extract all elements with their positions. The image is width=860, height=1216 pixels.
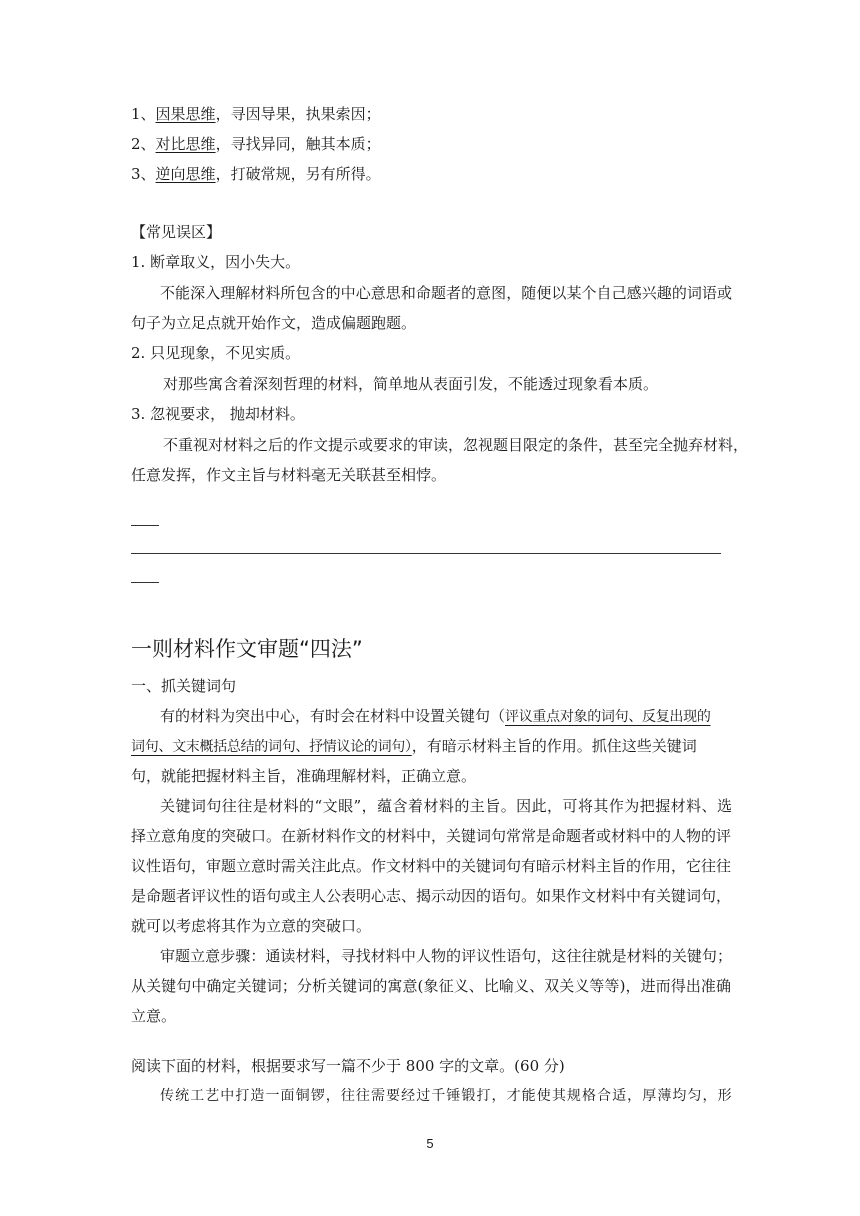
paragraph-line: 议性语句，审题立意时需关注此点。作文材料中的关键词句有暗示材料主旨的作用，它往往 <box>131 857 732 875</box>
separator-rule <box>131 582 159 583</box>
writing-task: 阅读下面的材料，根据要求写一篇不少于 800 字的文章。(60 分) <box>131 1057 565 1075</box>
thinking-item-1: 1、因果思维，寻因导果，执果索因； <box>131 105 381 123</box>
separator-rule <box>131 525 159 526</box>
mistake-heading-1: 1. 断章取义，因小失大。 <box>131 253 301 271</box>
paragraph-line: 择立意角度的突破口。在新材料作文的材料中，关键词句常常是命题者或材料中的人物的评 <box>131 827 732 845</box>
paragraph-line: 是命题者评议性的语句或主人公表明心志、揭示动因的语句。如果作文材料中有关键词句， <box>131 887 732 905</box>
mistake-text: 任意发挥，作文主旨与材料毫无关联甚至相悖。 <box>131 466 447 484</box>
paragraph-line: 句，就能把握材料主旨，准确理解材料，正确立意。 <box>131 767 477 785</box>
section-subtitle: 一、抓关键词句 <box>131 677 237 695</box>
paragraph-line: 立意。 <box>131 1007 177 1025</box>
thinking-item-3: 3、逆向思维，打破常规，另有所得。 <box>131 165 381 183</box>
mistakes-title: 【常见误区】 <box>131 223 222 241</box>
mistake-heading-2: 2. 只见现象，不见实质。 <box>131 344 301 362</box>
material-text: 传统工艺中打造一面铜锣，往往需要经过千锤锻打，才能使其规格合适，厚薄均匀，形 <box>160 1088 732 1104</box>
mistake-text: 对那些寓含着深刻哲理的材料，简单地从表面引发，不能透过现象看本质。 <box>163 375 659 393</box>
paragraph-line: 就可以考虑将其作为立意的突破口。 <box>131 917 372 935</box>
paragraph-line: 有的材料为突出中心，有时会在材料中设置关键句（评议重点对象的词句、反复出现的 <box>160 707 711 725</box>
thinking-item-2: 2、对比思维，寻找异同，触其本质； <box>131 135 381 153</box>
paragraph-line: 从关键句中确定关键词；分析关键词的寓意(象征义、比喻义、双关义等等)，进而得出准确 <box>131 977 731 995</box>
paragraph-line: 词句、文末概括总结的词句、抒情议论的词句），有暗示材料主旨的作用。抓住这些关键词 <box>131 737 697 755</box>
paragraph-line: 关键词句往往是材料的“文眼”，蕴含着材料的主旨。因此，可将其作为把握材料、选 <box>160 797 732 815</box>
paragraph-line: 审题立意步骤：通读材料，寻找材料中人物的评议性语句，这往往就是材料的关键句； <box>160 947 732 965</box>
mistake-text: 不重视对材料之后的作文提示或要求的审读，忽视题目限定的条件，甚至完全抛弃材料， <box>163 436 749 454</box>
section-title: 一则材料作文审题“四法” <box>131 637 363 661</box>
mistake-text: 不能深入理解材料所包含的中心意思和命题者的意图，随便以某个自己感兴趣的词语或 <box>160 284 732 302</box>
mistake-heading-3: 3. 忽视要求， 抛却材料。 <box>131 405 305 423</box>
separator-rule <box>131 553 721 554</box>
mistake-text: 句子为立足点就开始作文，造成偏题跑题。 <box>131 314 417 332</box>
page-number: 5 <box>426 1136 434 1151</box>
